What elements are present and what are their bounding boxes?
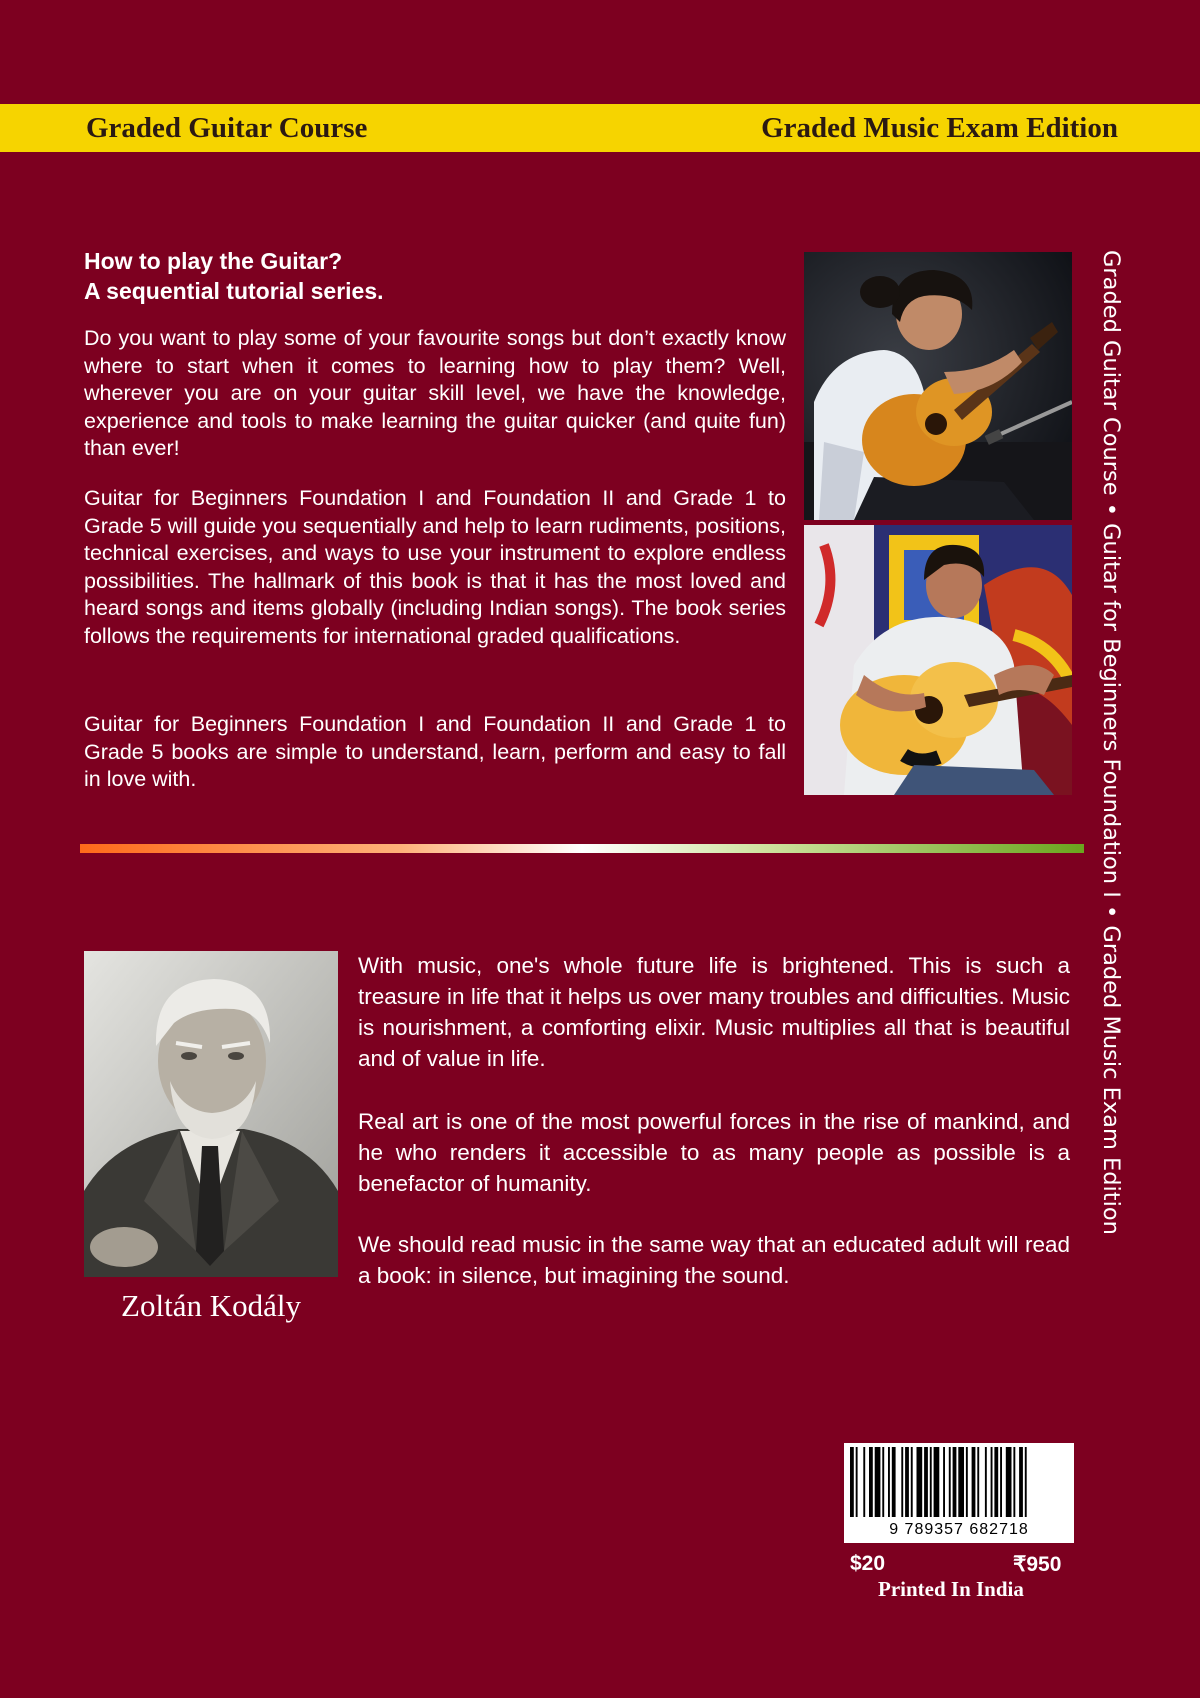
- quote-paragraph-2: Real art is one of the most powerful forces in the rise of mankind, and he who renders it accessible to as many people as possible is a benefactor of humanity.: [358, 1109, 1070, 1196]
- gradient-divider: [80, 844, 1084, 853]
- barcode-bar: [1025, 1447, 1027, 1517]
- barcode-bar: [911, 1447, 913, 1517]
- barcode-bar: [949, 1447, 951, 1517]
- intro-heading: [84, 246, 784, 306]
- portrait-caption: Zoltán Kodály: [121, 1288, 301, 1323]
- barcode-bar: [977, 1447, 979, 1517]
- barcode-bar: [875, 1447, 881, 1517]
- quote-paragraph-1: With music, one's whole future life is brightened. This is such a treasure in life that it helps us over many troubles and difficulties. Music is nourishment, a comforting elixir. Music multiplies all that is beautiful and of value in life.: [358, 953, 1070, 1071]
- quote-paragraph-3: We should read music in the same way that an educated adult will read a book: in silence, but imagining the sound.: [358, 1232, 1070, 1288]
- series-title: Graded Guitar Course: [86, 112, 368, 144]
- barcode-bar: [930, 1447, 932, 1517]
- barcode-bar: [943, 1447, 945, 1517]
- barcode-bar: [917, 1447, 923, 1517]
- barcode-bar: [888, 1447, 890, 1517]
- intro-heading-line1: How to play the Guitar?: [84, 248, 343, 274]
- spine-text: Graded Guitar Course • Guitar for Beginners Foundation I • Graded Music Exam Edition: [1098, 250, 1124, 1235]
- barcode-bar: [901, 1447, 903, 1517]
- printed-in-label: Printed In India: [878, 1577, 1024, 1601]
- barcode-bar: [1013, 1447, 1015, 1517]
- barcode-bar: [958, 1447, 964, 1517]
- barcode-bar: [1006, 1447, 1012, 1517]
- barcode-bar: [966, 1447, 968, 1517]
- barcode-bar: [856, 1447, 858, 1517]
- intro-paragraph-2: Guitar for Beginners Foundation I and Foundation II and Grade 1 to Grade 5 will guide you sequentially and help to learn rudiments, positions, technical exercises, and ways to use your instrument to explore endless possibilities. The hallmark of this book is that it has the most loved and heard songs and items globally (including Indian songs). The book series follows the requirements for international graded qualifications.: [84, 486, 786, 648]
- portrait-photo: [84, 951, 338, 1277]
- isbn-barcode: [844, 1443, 1074, 1543]
- barcode-bar: [1000, 1447, 1002, 1517]
- price-usd: $20: [850, 1552, 886, 1575]
- edition-title: Graded Music Exam Edition: [761, 112, 1118, 144]
- barcode-bar: [892, 1447, 896, 1517]
- barcode-bar: [1019, 1447, 1023, 1517]
- barcode-bar: [863, 1447, 865, 1517]
- barcode-bar: [994, 1447, 998, 1517]
- isbn-number: 9 789357 682718: [889, 1521, 1029, 1538]
- barcode-bar: [850, 1447, 854, 1517]
- barcode-bar: [985, 1447, 987, 1517]
- spine-label: [1080, 250, 1124, 1350]
- barcode-bar: [924, 1447, 928, 1517]
- barcode-bar: [869, 1447, 873, 1517]
- barcode-bar: [882, 1447, 884, 1517]
- intro-paragraph-3: Guitar for Beginners Foundation I and Foundation II and Grade 1 to Grade 5 books are simple to understand, learn, perform and easy to fall in love with.: [84, 712, 786, 792]
- intro-heading-line2: A sequential tutorial series.: [84, 278, 384, 304]
- barcode-bar: [991, 1447, 993, 1517]
- barcode-bar: [905, 1447, 909, 1517]
- photo-boy-guitarist: [804, 525, 1072, 795]
- barcode-bar: [934, 1447, 940, 1517]
- intro-paragraph-1: Do you want to play some of your favourite songs but don’t exactly know where to start when it comes to learning how to play them? Well, wherever you are on your guitar skill level, we have the knowledge, experience and tools to make learning the guitar quicker (and quite fun) than ever!: [84, 326, 786, 461]
- barcode-bar: [953, 1447, 957, 1517]
- header-band: [0, 104, 1200, 152]
- barcode-bar: [972, 1447, 976, 1517]
- photo-girl-guitarist: [804, 252, 1072, 520]
- price-inr: ₹950: [1013, 1553, 1062, 1576]
